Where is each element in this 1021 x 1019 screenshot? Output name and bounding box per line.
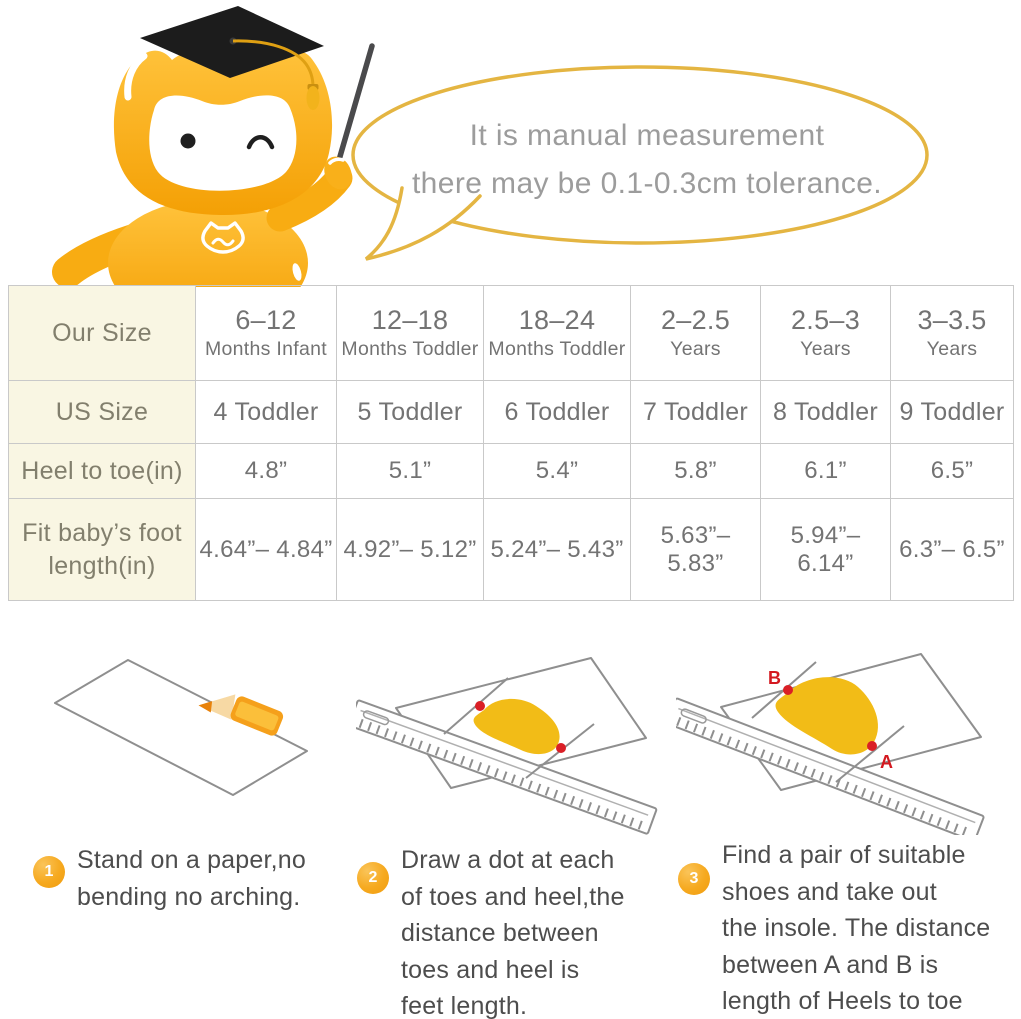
step-2 <box>357 842 625 1019</box>
size-cell: 18–24 Months Toddler <box>484 286 631 381</box>
mascot-face <box>149 95 296 190</box>
step-3-line: the insole. The distance <box>722 914 991 942</box>
size-cell: 7 Toddler <box>631 381 761 444</box>
paper-and-pencil-illustration <box>28 648 328 813</box>
step-2-text <box>401 842 625 1019</box>
table-row-our-size <box>9 286 1014 381</box>
row-label-our-size: Our Size <box>9 286 196 381</box>
size-cell: 5 Toddler <box>337 381 484 444</box>
size-cell: 4.92”– 5.12” <box>337 499 484 601</box>
step-1 <box>33 842 306 915</box>
size-cell: 3–3.5 Years <box>891 286 1014 381</box>
size-cell: 5.94”– 6.14” <box>761 499 891 601</box>
table-row-foot-length <box>9 499 1014 601</box>
point-a-dot <box>867 741 877 751</box>
step-1-text <box>77 842 306 915</box>
size-cell: 2–2.5 Years <box>631 286 761 381</box>
size-cell: 6.1” <box>761 444 891 499</box>
size-cell: 12–18 Months Toddler <box>337 286 484 381</box>
step-1-line: bending no arching. <box>77 882 301 911</box>
mascot-character <box>68 6 372 287</box>
row-label-us-size: US Size <box>9 381 196 444</box>
step-1-badge <box>33 856 65 888</box>
size-cell: 5.24”– 5.43” <box>484 499 631 601</box>
step-3-text <box>722 837 990 1019</box>
size-cell: 5.8” <box>631 444 761 499</box>
size-cell: 5.63”– 5.83” <box>631 499 761 601</box>
step-3-line: Find a pair of suitable <box>722 841 966 869</box>
step-2-badge <box>357 862 389 894</box>
size-cell: 4.64”– 4.84” <box>196 499 337 601</box>
size-cell: 6.5” <box>891 444 1014 499</box>
mascot-left-eye <box>181 134 196 149</box>
step-1-number: 1 <box>44 863 54 880</box>
size-cell: 8 Toddler <box>761 381 891 444</box>
point-b-label: B <box>768 668 781 688</box>
toe-dot <box>475 701 485 711</box>
step-3-number: 3 <box>689 870 699 887</box>
bubble-line-1: It is manual measurement <box>469 119 825 152</box>
table-row-us-size <box>9 381 1014 444</box>
ruler-footprint-illustration <box>356 638 688 836</box>
row-label-foot-length: Fit baby’s foot length(in) <box>9 499 196 601</box>
step-3-line: between A and B is <box>722 950 939 979</box>
step-3 <box>678 837 990 1019</box>
step-2-line: feet length. <box>401 992 528 1019</box>
size-cell: 2.5–3 Years <box>761 286 891 381</box>
point-b-dot <box>783 685 793 695</box>
step-2-line: distance between <box>401 919 599 947</box>
size-cell: 4 Toddler <box>196 381 337 444</box>
size-table <box>8 285 1014 601</box>
point-a-label: A <box>880 752 893 772</box>
step-2-line: of toes and heel,the <box>401 882 625 911</box>
heel-dot <box>556 743 566 753</box>
size-cell: 9 Toddler <box>891 381 1014 444</box>
step-1-line: Stand on a paper,no <box>77 846 306 874</box>
step-3-line: shoes and take out <box>722 877 937 906</box>
step-2-number: 2 <box>368 869 378 886</box>
step-3-line: length of Heels to toe <box>722 987 963 1015</box>
step-2-line: Draw a dot at each <box>401 846 615 874</box>
size-cell: 6.3”– 6.5” <box>891 499 1014 601</box>
step-2-line: toes and heel is <box>401 955 580 984</box>
size-cell: 6–12 Months Infant <box>196 286 337 381</box>
table-row-heel-to-toe <box>9 444 1014 499</box>
cap-tassel <box>307 86 320 110</box>
size-cell: 5.1” <box>337 444 484 499</box>
bubble-line-2: there may be 0.1-0.3cm tolerance. <box>411 167 883 200</box>
step-3-badge <box>678 863 710 895</box>
size-cell: 5.4” <box>484 444 631 499</box>
size-cell: 6 Toddler <box>484 381 631 444</box>
insole-measure-illustration <box>676 632 1016 835</box>
row-label-heel-to-toe: Heel to toe(in) <box>9 444 196 499</box>
speech-bubble-text <box>393 112 901 208</box>
size-cell: 4.8” <box>196 444 337 499</box>
